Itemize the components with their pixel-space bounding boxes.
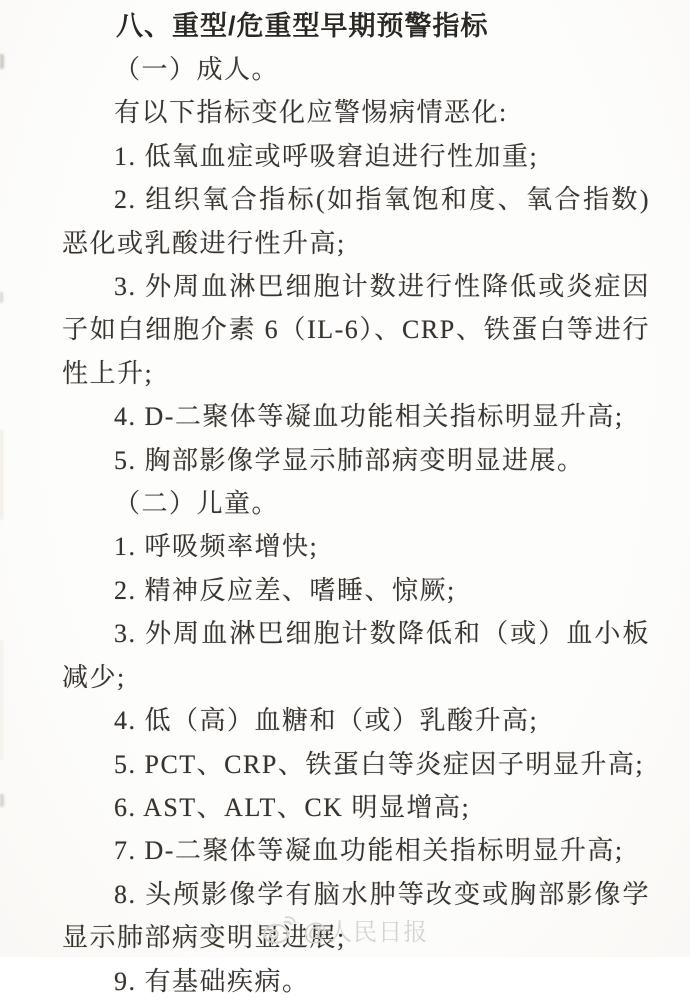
children-item-3: 3. 外周血淋巴细胞计数降低和（或）血小板减少;: [62, 619, 650, 692]
scan-artifact: [0, 430, 3, 520]
adults-item-4: 4. D-二聚体等凝血功能相关指标明显升高;: [114, 402, 624, 432]
scan-artifact: [0, 794, 4, 807]
watermark: [0, 912, 690, 947]
scan-artifact: [0, 640, 3, 760]
subsection-title-adults: （一）成人。: [114, 55, 280, 84]
scan-artifact: [0, 292, 3, 303]
section-heading: 八、重型/危重型早期预警指标: [116, 11, 489, 41]
children-item-1: 1. 呼吸频率增快;: [114, 532, 319, 562]
children-item-9: 9. 有基础疾病。: [114, 966, 310, 996]
scan-artifact: [0, 54, 4, 69]
adults-item-5: 5. 胸部影像学显示肺部病变明显进展。: [114, 445, 585, 475]
children-item-5: 5. PCT、CRP、铁蛋白等炎症因子明显升高;: [114, 749, 645, 779]
children-item-2: 2. 精神反应差、嗜睡、惊厥;: [114, 575, 456, 605]
adults-item-3: 3. 外周血淋巴细胞计数进行性降低或炎症因子如白细胞介素 6（IL-6）、CRP、铁蛋白等进行性上升;: [62, 272, 650, 388]
adults-item-2: 2. 组织氧合指标(如指氧饱和度、氧合指数)恶化或乳酸进行性升高;: [62, 185, 650, 258]
children-item-4: 4. 低（高）血糖和（或）乳酸升高;: [114, 706, 539, 736]
weibo-icon: [262, 915, 296, 945]
adults-intro-line: 有以下指标变化应警惕病情恶化:: [114, 98, 508, 128]
children-item-8: 8. 头颅影像学有脑水肿等改变或胸部影像学显示肺部病变明显进展;: [62, 879, 650, 953]
children-item-6: 6. AST、ALT、CK 明显增高;: [114, 792, 471, 822]
document-body: [62, 4, 650, 1003]
children-item-7: 7. D-二聚体等凝血功能相关指标明显升高;: [114, 836, 624, 866]
subsection-title-children: （二）儿童。: [114, 489, 280, 519]
watermark-label: @人民日报: [302, 919, 429, 946]
adults-item-1: 1. 低氧血症或呼吸窘迫进行性加重;: [114, 141, 539, 171]
